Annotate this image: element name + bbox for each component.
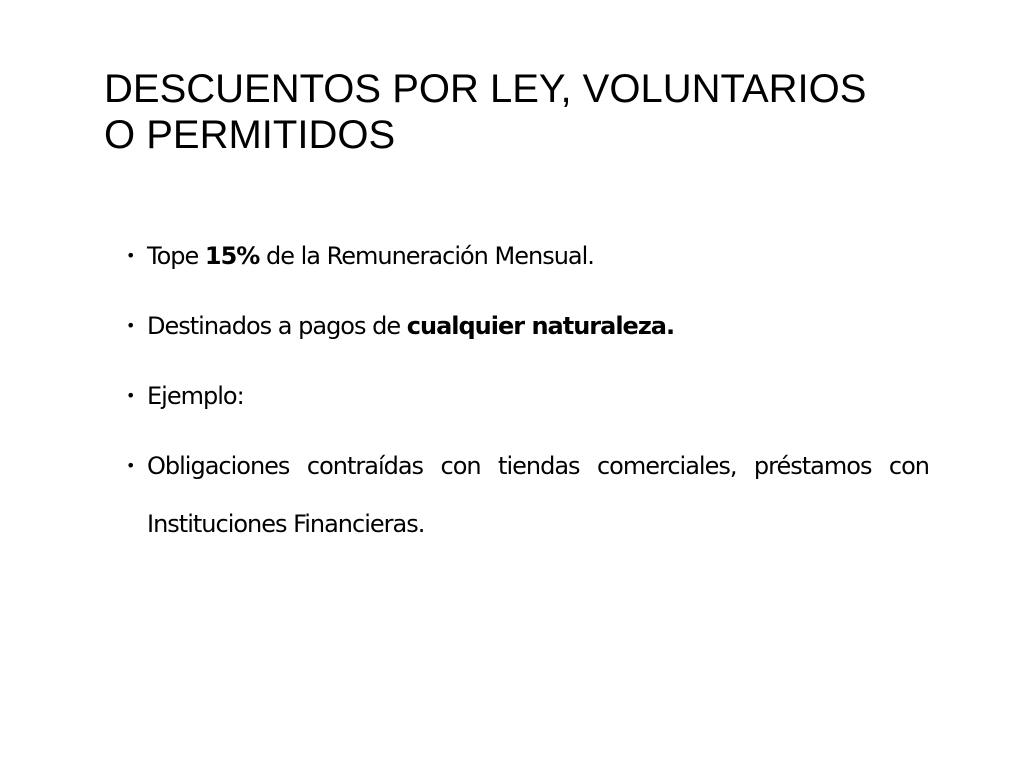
bullet-icon: • [126, 316, 135, 335]
bullet-text: Obligaciones contraídas con tiendas comerciales, préstamos con Instituciones Financieras. [147, 452, 929, 538]
slide-title-line-1: DESCUENTOS POR LEY, VOLUNTARIOS [104, 67, 867, 111]
bullet-text-pre: Destinados a pagos de [147, 312, 407, 340]
bullet-text: Ejemplo: [147, 382, 244, 410]
bullet-list [126, 232, 929, 575]
bullet-text-bold: 15% [204, 242, 260, 270]
bullet-item-ejemplo [126, 372, 929, 420]
bullet-item-destinados [126, 302, 929, 350]
bullet-text-pre: Tope [147, 242, 205, 270]
bullet-text-bold: cualquier naturaleza. [406, 312, 675, 340]
bullet-item-tope [126, 232, 929, 280]
bullet-item-obligaciones [126, 437, 929, 553]
slide-title-line-2: O PERMITIDOS [104, 113, 396, 157]
bullet-icon: • [126, 386, 135, 405]
bullet-text-post: de la Remuneración Mensual. [259, 242, 594, 270]
bullet-icon: • [126, 246, 135, 265]
slide-title [104, 66, 964, 158]
bullet-icon: • [126, 456, 135, 475]
